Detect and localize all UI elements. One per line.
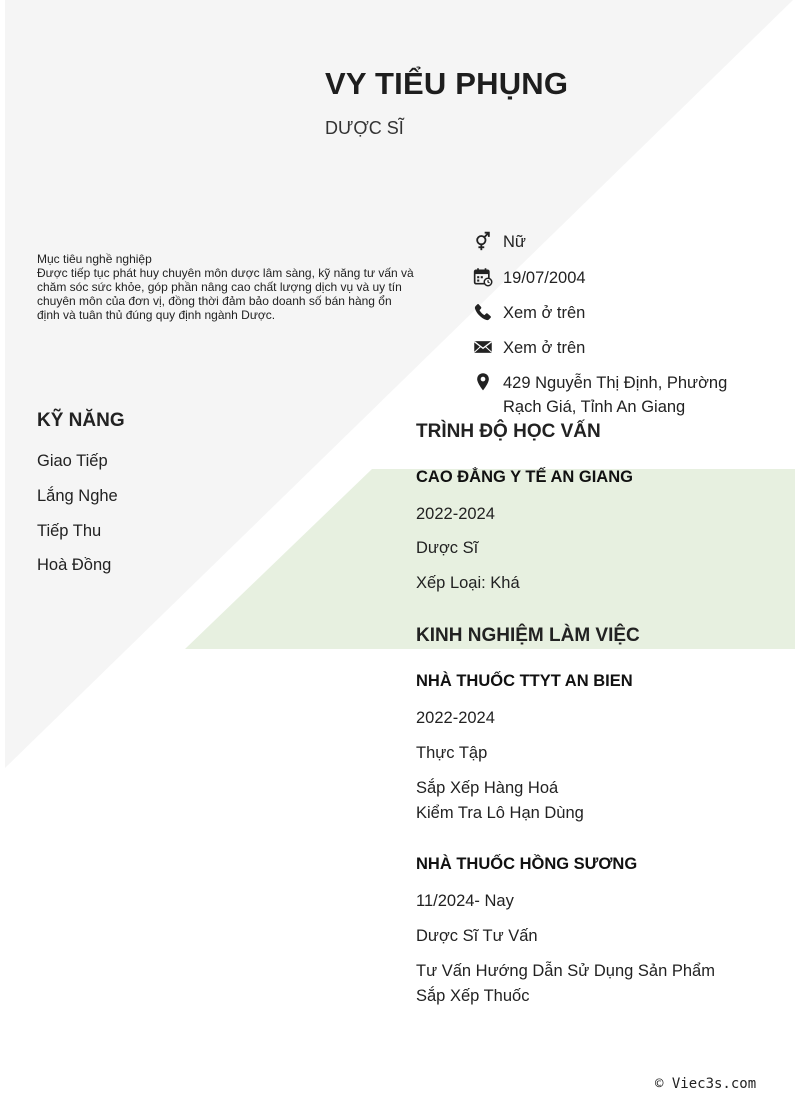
job-period: 2022-2024 (416, 709, 495, 727)
career-objective (37, 252, 417, 322)
candidate-role: DƯỢC SĨ (325, 118, 404, 138)
objective-text: Được tiếp tục phát huy chuyên môn dược lâm sàng, kỹ năng tư vấn và chăm sóc sức khỏe, góp phần nâng cao chất lượng dịch vụ và uy tín chuyên môn của đơn vị, đồng thời đảm bảo doanh số bán hàng ổn định và tuân thủ đúng quy định ngành Dược. (37, 266, 414, 322)
education-major: Dược Sĩ (416, 539, 479, 557)
job-task: Kiểm Tra Lô Hạn Dùng (416, 803, 584, 822)
location-pin-icon (472, 371, 494, 393)
job-task: Sắp Xếp Hàng Hoá (416, 779, 559, 797)
education-school: CAO ĐẲNG Y TẾ AN GIANG (416, 468, 633, 486)
education-heading: TRÌNH ĐỘ HỌC VẤN (416, 421, 601, 442)
contact-email (472, 336, 763, 360)
job-company: NHÀ THUỐC HỒNG SƯƠNG (416, 855, 638, 873)
address-value: 429 Nguyễn Thị Định, Phường Rạch Giá, Tỉnh An Giang (503, 374, 728, 416)
calendar-icon (472, 266, 494, 288)
contact-gender (472, 230, 763, 254)
mail-icon (472, 336, 494, 358)
contact-birthday (472, 266, 763, 290)
gender-value: Nữ (503, 233, 526, 251)
job-task: Sắp Xếp Thuốc (416, 986, 530, 1005)
education-grade: Xếp Loại: Khá (416, 574, 520, 592)
phone-value: Xem ở trên (503, 304, 586, 322)
job-company: NHÀ THUỐC TTYT AN BIEN (416, 672, 633, 690)
job-position: Dược Sĩ Tư Vấn (416, 927, 538, 945)
education-period: 2022-2024 (416, 505, 495, 523)
footer-credit: © Viec3s.com (655, 1076, 757, 1092)
job-task: Tư Vấn Hướng Dẫn Sử Dụng Sản Phẩm (416, 962, 715, 980)
skills-heading: KỸ NĂNG (37, 410, 125, 431)
contact-address (472, 371, 763, 419)
objective-title: Mục tiêu nghề nghiệp (37, 252, 152, 266)
skill-item: Tiếp Thu (37, 522, 102, 540)
phone-icon (472, 301, 494, 323)
contact-phone (472, 301, 763, 325)
email-value: Xem ở trên (503, 339, 586, 357)
skill-item: Giao Tiếp (37, 452, 108, 470)
birthday-value: 19/07/2004 (503, 269, 586, 287)
gender-icon (472, 230, 494, 252)
skill-item: Lắng Nghe (37, 487, 118, 505)
job-tasks (416, 959, 715, 1008)
skill-item: Hoà Đồng (37, 556, 112, 574)
job-tasks (416, 776, 584, 825)
experience-heading: KINH NGHIỆM LÀM VIỆC (416, 625, 640, 646)
job-period: 11/2024- Nay (416, 892, 514, 910)
job-position: Thực Tập (416, 744, 488, 762)
candidate-name: VY TIỂU PHỤNG (325, 66, 569, 101)
